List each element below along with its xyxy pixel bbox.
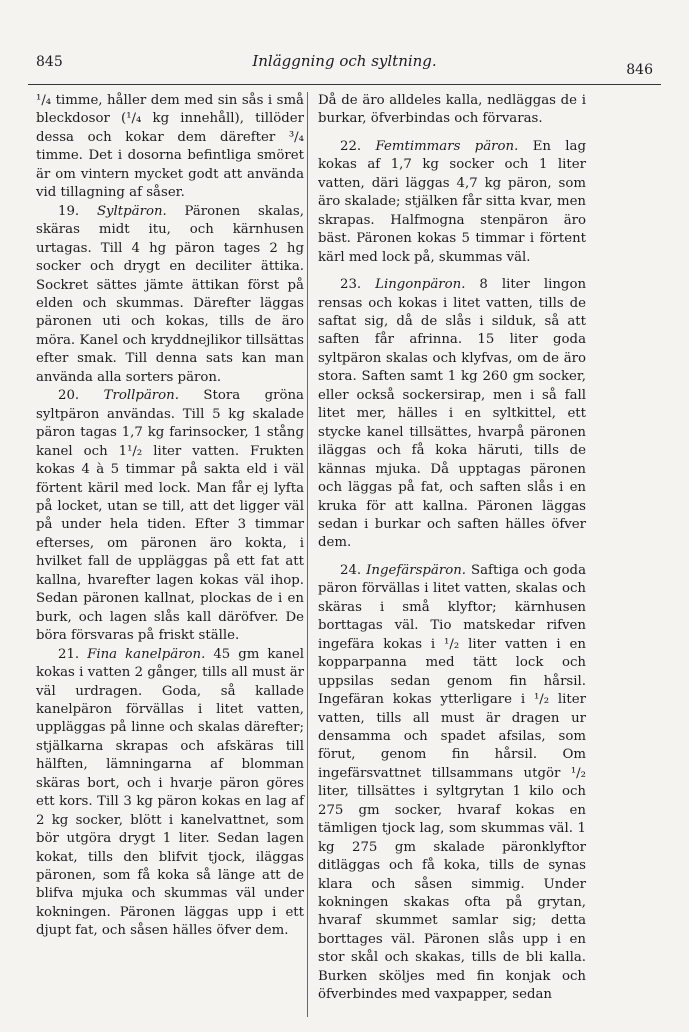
recipe-text: Stora gröna syltpäron användas. Till 5 kg skalade päron tagas 1,7 kg farinsocker, 1 stång kanel och 1¹/₂ liter vatten. Frukten kokas 4 à 5 timmar på sakta eld i väl förtent käril med lock. Man får ej lyfta på locket, utan se till, att det ligger väl på under hela tiden. Efter 3 timmar efterses, om päronen äro kokta, i hvilket fall de uppläggas på ett fat att kallna, hvarefter lagen kokas väl ihop. Sedan päronen kallnat, plockas de i en burk, och lagen slås kall däröfver. De böra försvaras på friskt ställe. (36, 388, 304, 644)
recipe-24 (318, 562, 586, 1005)
header-rule (28, 84, 661, 85)
recipe-number: 20. (58, 388, 80, 404)
recipe-title: Fina kanelpäron. (87, 646, 206, 662)
recipe-title: Trollpäron. (103, 388, 179, 404)
page-number-left: 845 (36, 54, 63, 70)
running-title: Inläggning och syltning. (252, 52, 437, 70)
recipe-23 (318, 276, 586, 553)
recipe-text: Saftiga och goda päron förvällas i litet vatten, skalas och skäras i små klyftor; kärnhusen borttagas väl. Tio matskedar rifven ingefära kokas i ¹/₂ liter vatten i en kopparpanna med tätt lock och uppsilas sedan genom fin hårsil. Ingefäran kokas ytterligare i ¹/₂ liter vatten, tills all must är dragen ur densamma och spadet afsilas, som förut, genom fin hårsil. Om ingefärsvattnet tillsammans utgör ¹/₂ liter, tillsättes i syltgrytan 1 kilo och 275 gm socker, hvaraf kokas en tämligen tjock lag, som skummas väl. 1 kg 275 gm skalade päronklyftor ditläggas och få koka, tills de synas klara och såsen simmig. Under kokningen skakas ofta på grytan, hvaraf skummet samlar sig; detta borttages väl. Päronen slås upp i en stor skål och skakas, tills de bli kalla. Burken sköljes med fin konjak och öfverbindes med vaxpapper, sedan (318, 562, 586, 1003)
recipe-number: 23. (340, 277, 362, 293)
recipe-title: Syltpäron. (96, 203, 167, 219)
recipe-number: 19. (58, 203, 80, 219)
column-divider (307, 92, 308, 1017)
continued-paragraph: Då de äro alldeles kalla, nedläggas de i burkar, öfverbindas och förvaras. (318, 93, 586, 127)
continued-paragraph: ¹/₄ timme, håller dem med sin sås i små bleckdosor (¹/₄ kg innehåll), tillöder dessa och kokar dem därefter ³/₄ timme. Det i dosorna befintliga smöret är om vintern mycket godt att använda vid tillagning af såser. (36, 93, 304, 201)
recipe-22 (318, 138, 586, 267)
recipe-title: Ingefärspäron. (366, 562, 466, 578)
recipe-text: En lag kokas af 1,7 kg socker och 1 liter vatten, däri läggas 4,7 kg päron, som äro skalade; stjälken får sitta kvar, men skrapas. Halfmogna stenpäron äro bäst. Päronen kokas 5 timmar i förtent kärl med lock på, skummas väl. (318, 138, 586, 265)
recipe-title: Lingonpäron. (375, 277, 466, 293)
page-header (28, 52, 661, 82)
page-number-right: 846 (626, 62, 653, 78)
recipe-number: 22. (340, 138, 362, 154)
recipe-20 (36, 387, 304, 645)
recipe-number: 24. (340, 562, 362, 578)
recipe-19 (36, 203, 304, 388)
recipe-number: 21. (58, 646, 80, 662)
recipe-title: Femtimmars päron. (375, 138, 519, 154)
recipe-text: 45 gm kanel kokas i vatten 2 gånger, tills all must är väl urdragen. Goda, så kallade kanelpäron förvällas i litet vatten, uppläggas på linne och skalas därefter; stjälkarna skrapas och afskäras till hälften, lämningarna af blomman skäras bort, och i hvarje päron göres ett kors. Till 3 kg päron kokas en lag af 2 kg socker, blött i kanelvattnet, som bör utgöra drygt 1 liter. Sedan lagen kokat, tills den blifvit tjock, iläggas päronen, som få koka så länge att de blifva mjuka och skummas väl under kokningen. Päronen läggas upp i ett djupt fat, och såsen hälles öfver dem. (36, 646, 305, 939)
recipe-21 (36, 646, 304, 941)
recipe-text: 8 liter lingon rensas och kokas i litet vatten, tills de saftat sig, då de slås i silduk, så att saften får afrinna. 15 liter goda syltpäron skalas och klyfvas, om de äro stora. Saften samt 1 kg 260 gm socker, eller också sockersirap, men i så fall litet mer, hälles i en syltkittel, ett stycke kanel tillsättes, hvarpå päronen iläggas och få koka häruti, tills de kännas mjuka. Då upptagas päronen och läggas på fat, och saften slås i en kruka för att kallna. Päronen läggas sedan i burkar och saften hälles öfver dem. (318, 277, 587, 551)
recipe-text: Päronen skalas, skäras midt itu, och kärnhusen urtagas. Till 4 hg päron tages 2 hg socker och drygt en deciliter ättika. Sockret sättes jämte ättikan först på elden och skummas. Därefter läggas päronen uti och kokas, tills de äro möra. Kanel och kryddnejlikor tillsättas efter smak. Till denna sats kan man använda alla sorters päron. (36, 203, 304, 385)
right-column (318, 92, 586, 1005)
left-column (36, 92, 304, 941)
